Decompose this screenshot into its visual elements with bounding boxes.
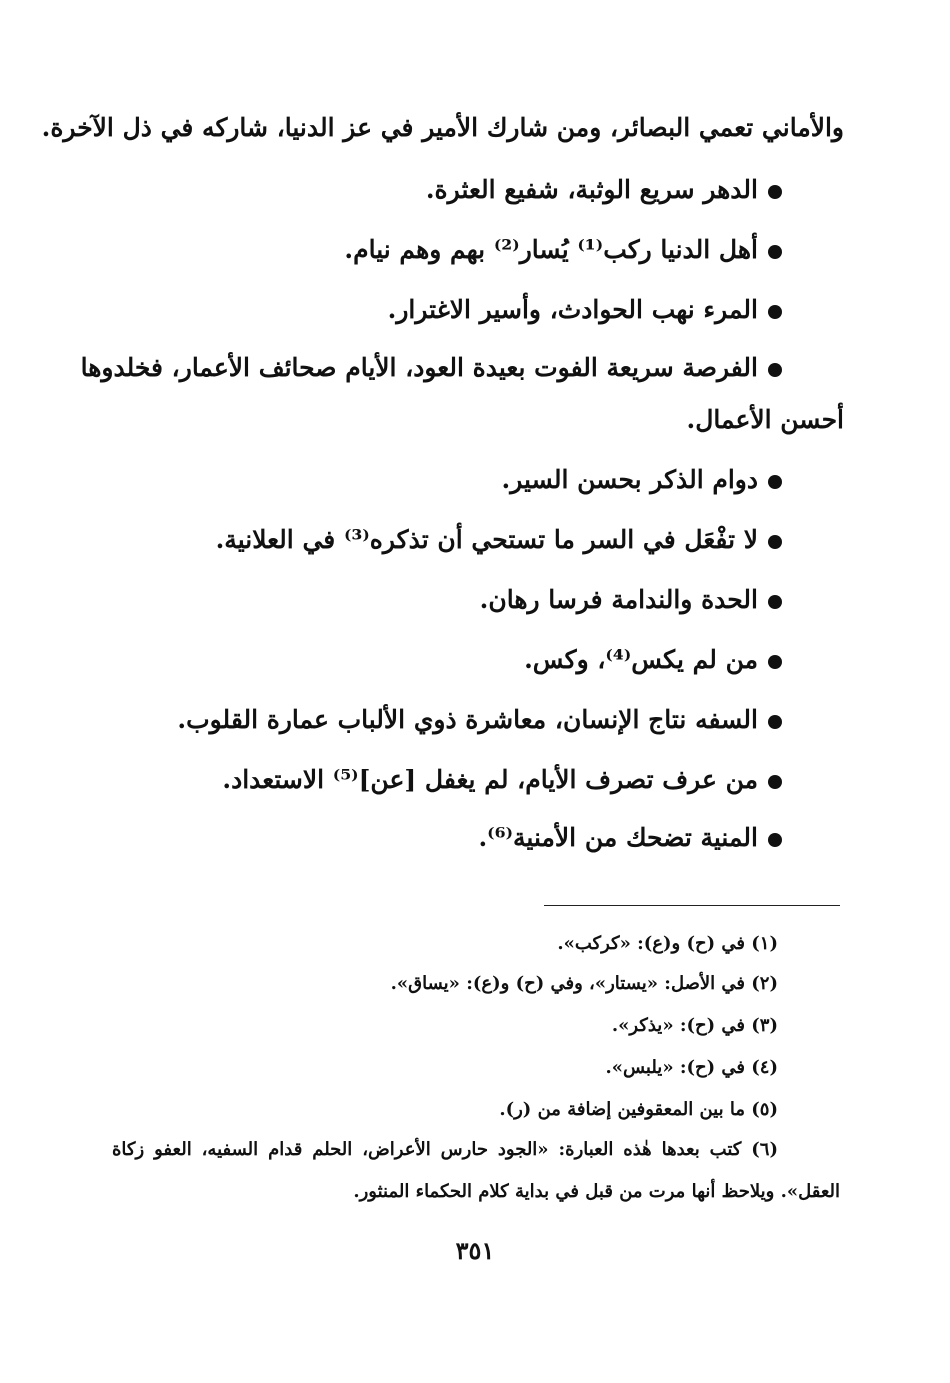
saying-text: المنية تضحك من الأمنية⁽⁶⁾. [478,823,758,852]
saying-text: من عرف تصرف الأيام، لم يغفل [عن]⁽⁵⁾ الاستعداد. [222,765,758,794]
bullet-icon [768,715,782,729]
footnote-separator [544,905,840,906]
footnote: (٤) في (ح): «يلبس». [605,1057,778,1078]
footnote: (٢) في الأصل: «يستار»، وفي (ح) و(ع): «يساق». [390,973,778,994]
saying-item [222,762,782,798]
saying-item [426,172,782,208]
saying-item [216,522,782,558]
bullet-icon [768,535,782,549]
saying-text: السفه نتاج الإنسان، معاشرة ذوي الألباب عمارة القلوب. [177,705,758,734]
saying-text: من لم يكس⁽⁴⁾، وكس. [524,645,758,674]
bullet-icon [768,833,782,847]
footnote-continuation: العقل». ويلاحظ أنها مرت من قبل في بداية كلام الحكماء المنثور. [353,1181,840,1202]
bullet-icon [768,595,782,609]
footnote: (٣) في (ح): «يذكر». [611,1015,778,1036]
bullet-icon [768,245,782,259]
saying-text: المرء نهب الحوادث، وأسير الاغترار. [387,295,758,324]
saying-text: الفرصة سريعة الفوت بعيدة العود، الأيام صحائف الأعمار، فخلدوها [80,353,758,382]
footnote: (١) في (ح) و(ع): «كركب». [557,933,778,954]
bullet-icon [768,363,782,377]
intro-line: والأماني تعمي البصائر، ومن شارك الأمير في عز الدنيا، شاركه في ذل الآخرة. [41,113,844,142]
saying-item [480,582,782,618]
saying-text: لا تفْعَل في السر ما تستحي أن تذكره⁽³⁾ في العلانية. [215,525,758,554]
saying-item [388,292,782,328]
saying-text: الحدة والندامة فرسا رهان. [479,585,758,614]
saying-item [344,232,782,268]
bullet-icon [768,475,782,489]
saying-item [80,350,782,386]
saying-item [177,702,782,738]
bullet-icon [768,655,782,669]
bullet-icon [768,775,782,789]
footnote: (٥) ما بين المعقوفين إضافة من (ر). [499,1099,778,1120]
bullet-icon [768,305,782,319]
page-number: ٣٥١ [455,1236,495,1265]
saying-continuation: أحسن الأعمال. [686,405,844,434]
saying-item [524,642,782,678]
saying-item [478,820,782,856]
saying-text: الدهر سريع الوثبة، شفيع العثرة. [425,175,758,204]
saying-text: دوام الذكر بحسن السير. [501,465,758,494]
bullet-icon [768,185,782,199]
saying-item [502,462,782,498]
saying-text: أهل الدنيا ركب⁽¹⁾ يُسار⁽²⁾ بهم وهم نيام. [344,235,758,264]
footnote: (٦) كتب بعدها هٰذه العبارة: «الجود حارس الأعراض، الحلم قدام السفيه، العفو زكاة [112,1139,778,1160]
